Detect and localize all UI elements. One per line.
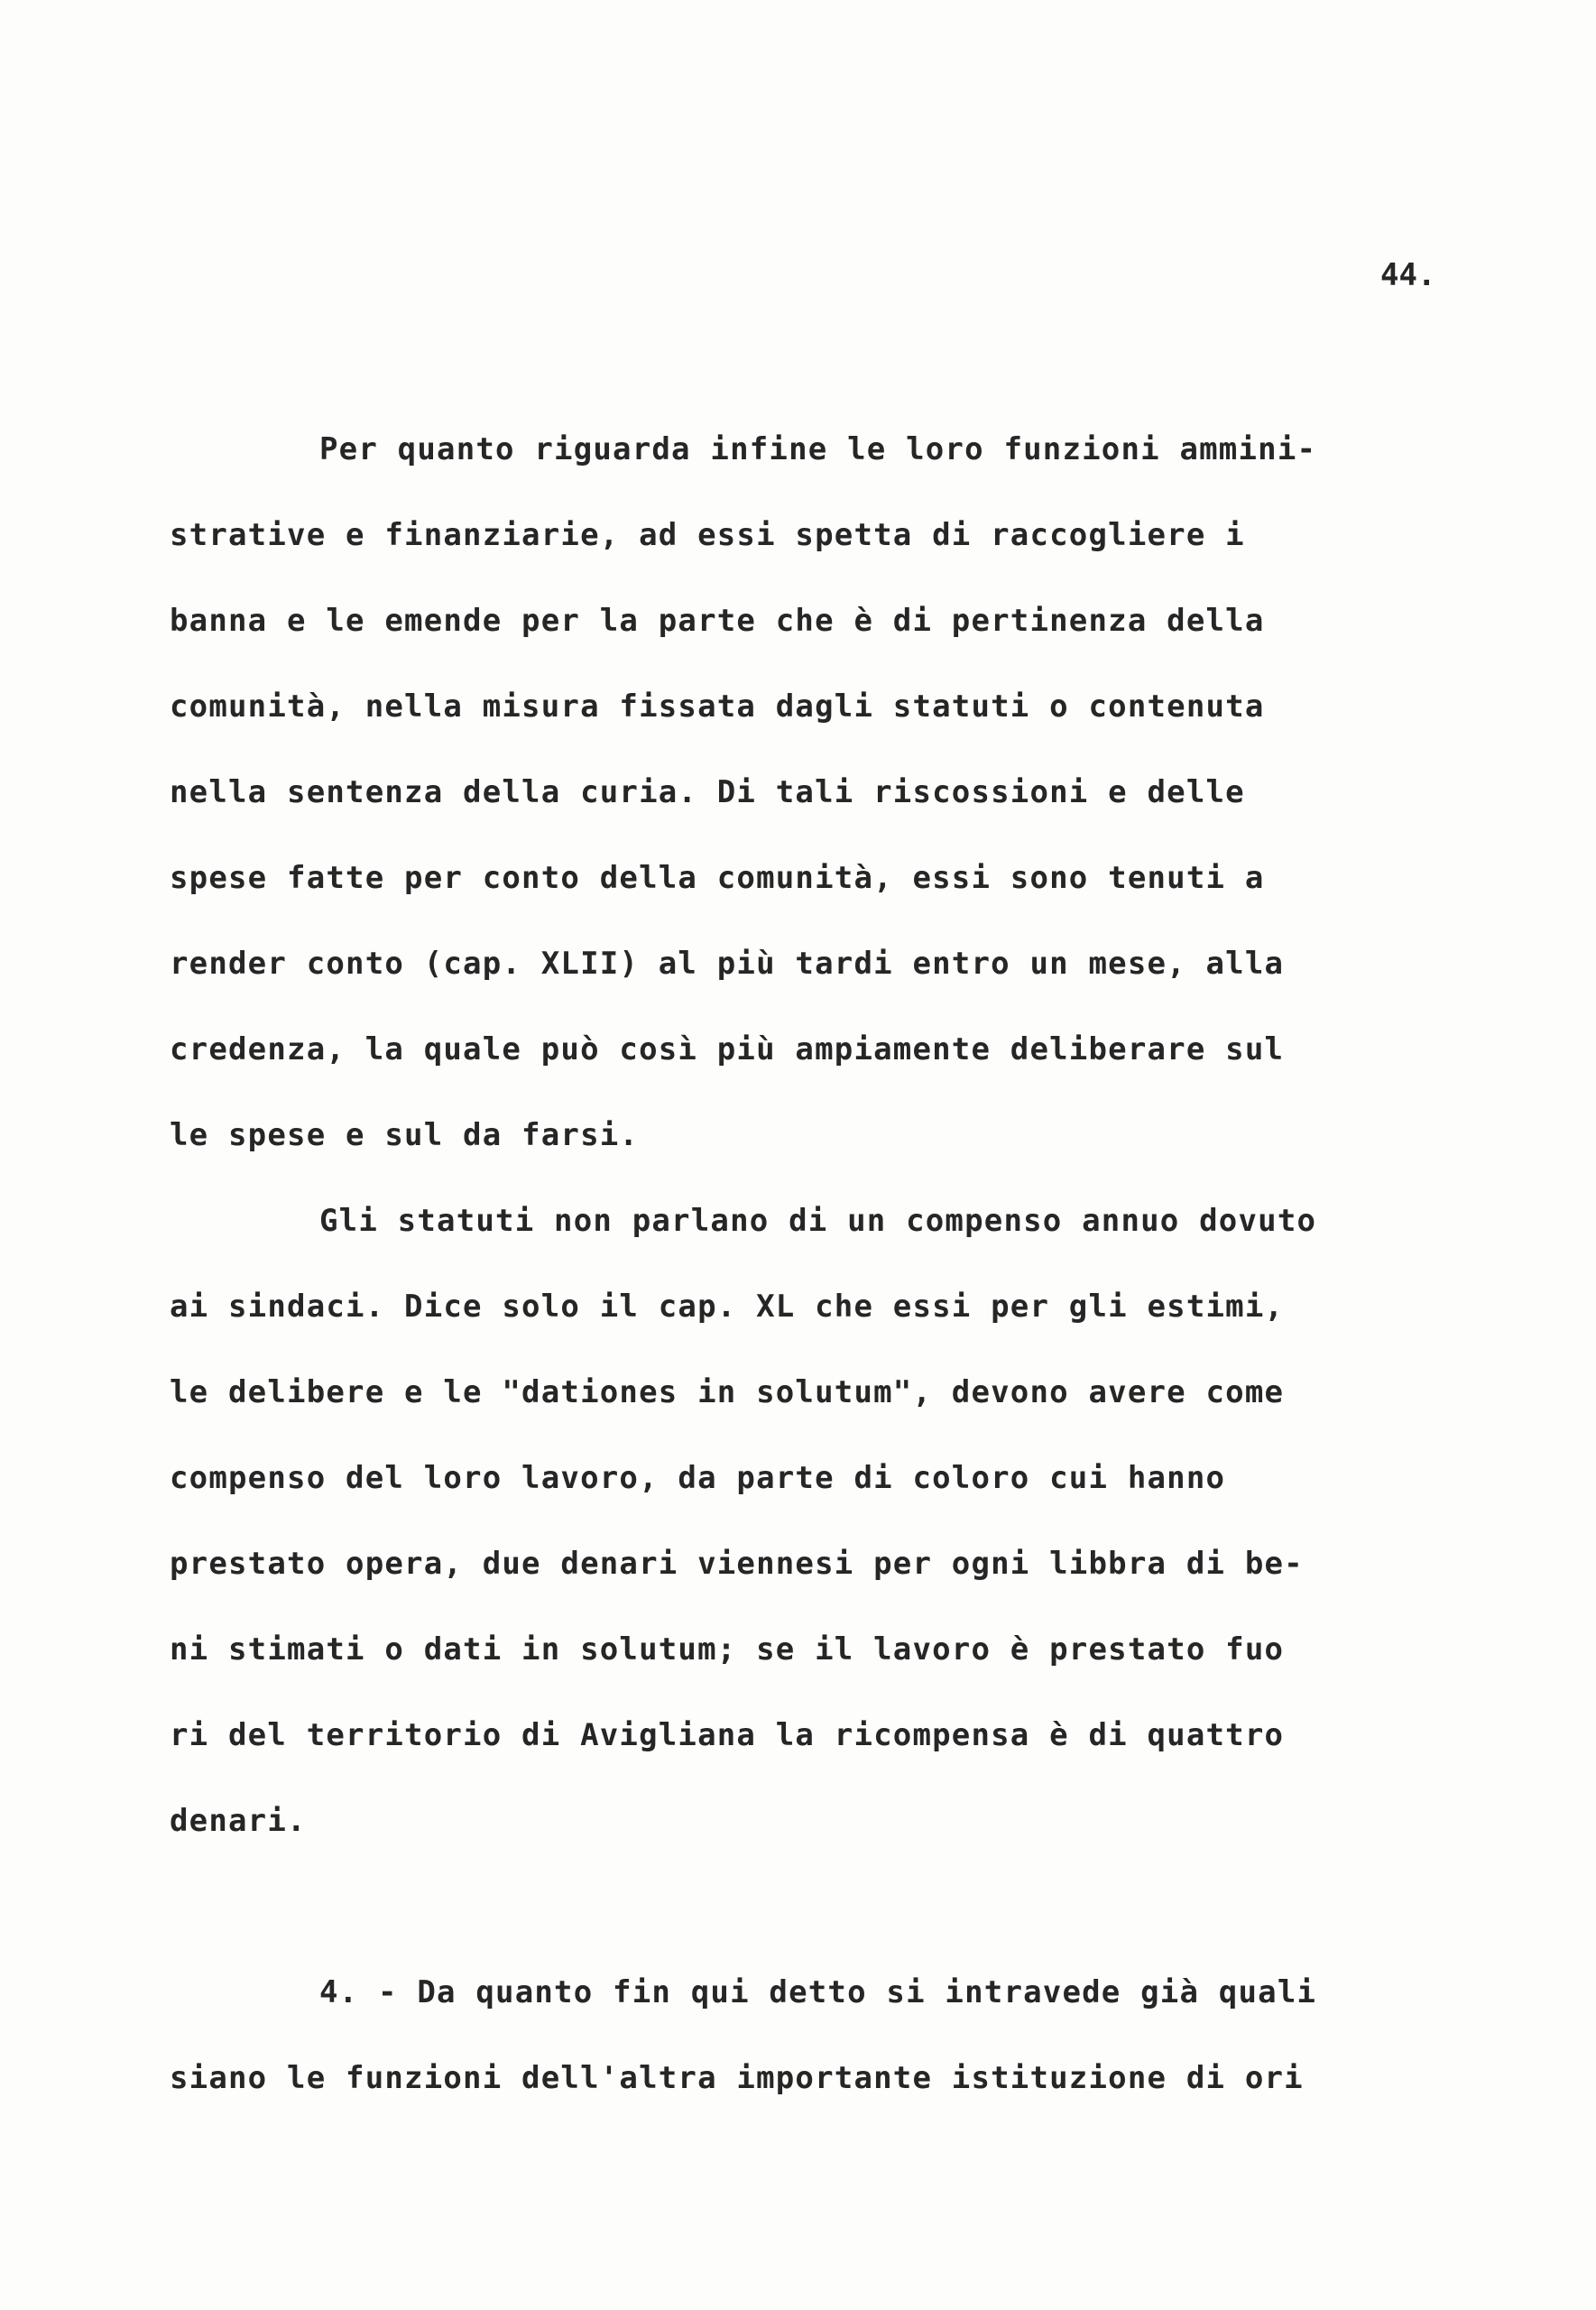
text-line-13: compenso del loro lavoro, da parte di coloro cui hanno [170,1460,1226,1496]
text-line-19: siano le funzioni dell'altra importante istituzione di ori [170,2060,1304,2096]
text-line-10: Gli statuti non parlano di un compenso annuo dovuto [319,1203,1317,1239]
text-line-8: credenza, la quale può così più ampiamente deliberare sul [170,1031,1285,1067]
text-line-12: le delibere e le "dationes in solutum", devono avere come [170,1374,1285,1410]
page-number: 44. [1380,257,1436,293]
text-line-15: ni stimati o dati in solutum; se il lavoro è prestato fuo [170,1631,1285,1668]
text-line-17: denari. [170,1803,307,1839]
text-line-3: banna e le emende per la parte che è di pertinenza della [170,603,1265,639]
text-line-6: spese fatte per conto della comunità, essi sono tenuti a [170,860,1265,896]
text-line-5: nella sentenza della curia. Di tali riscossioni e delle [170,774,1245,810]
text-line-2: strative e finanziarie, ad essi spetta di raccogliere i [170,517,1245,553]
text-line-9: le spese e sul da farsi. [170,1117,640,1153]
text-line-18: 4. - Da quanto fin qui detto si intravede già quali [319,1974,1317,2010]
text-line-16: ri del territorio di Avigliana la ricompensa è di quattro [170,1717,1285,1753]
text-line-7: render conto (cap. XLII) al più tardi entro un mese, alla [170,946,1285,982]
text-line-4: comunità, nella misura fissata dagli statuti o contenuta [170,688,1265,725]
text-line-11: ai sindaci. Dice solo il cap. XL che essi per gli estimi, [170,1289,1285,1325]
text-line-1: Per quanto riguarda infine le loro funzioni ammini- [319,431,1317,467]
text-line-14: prestato opera, due denari viennesi per ogni libbra di be- [170,1546,1304,1582]
